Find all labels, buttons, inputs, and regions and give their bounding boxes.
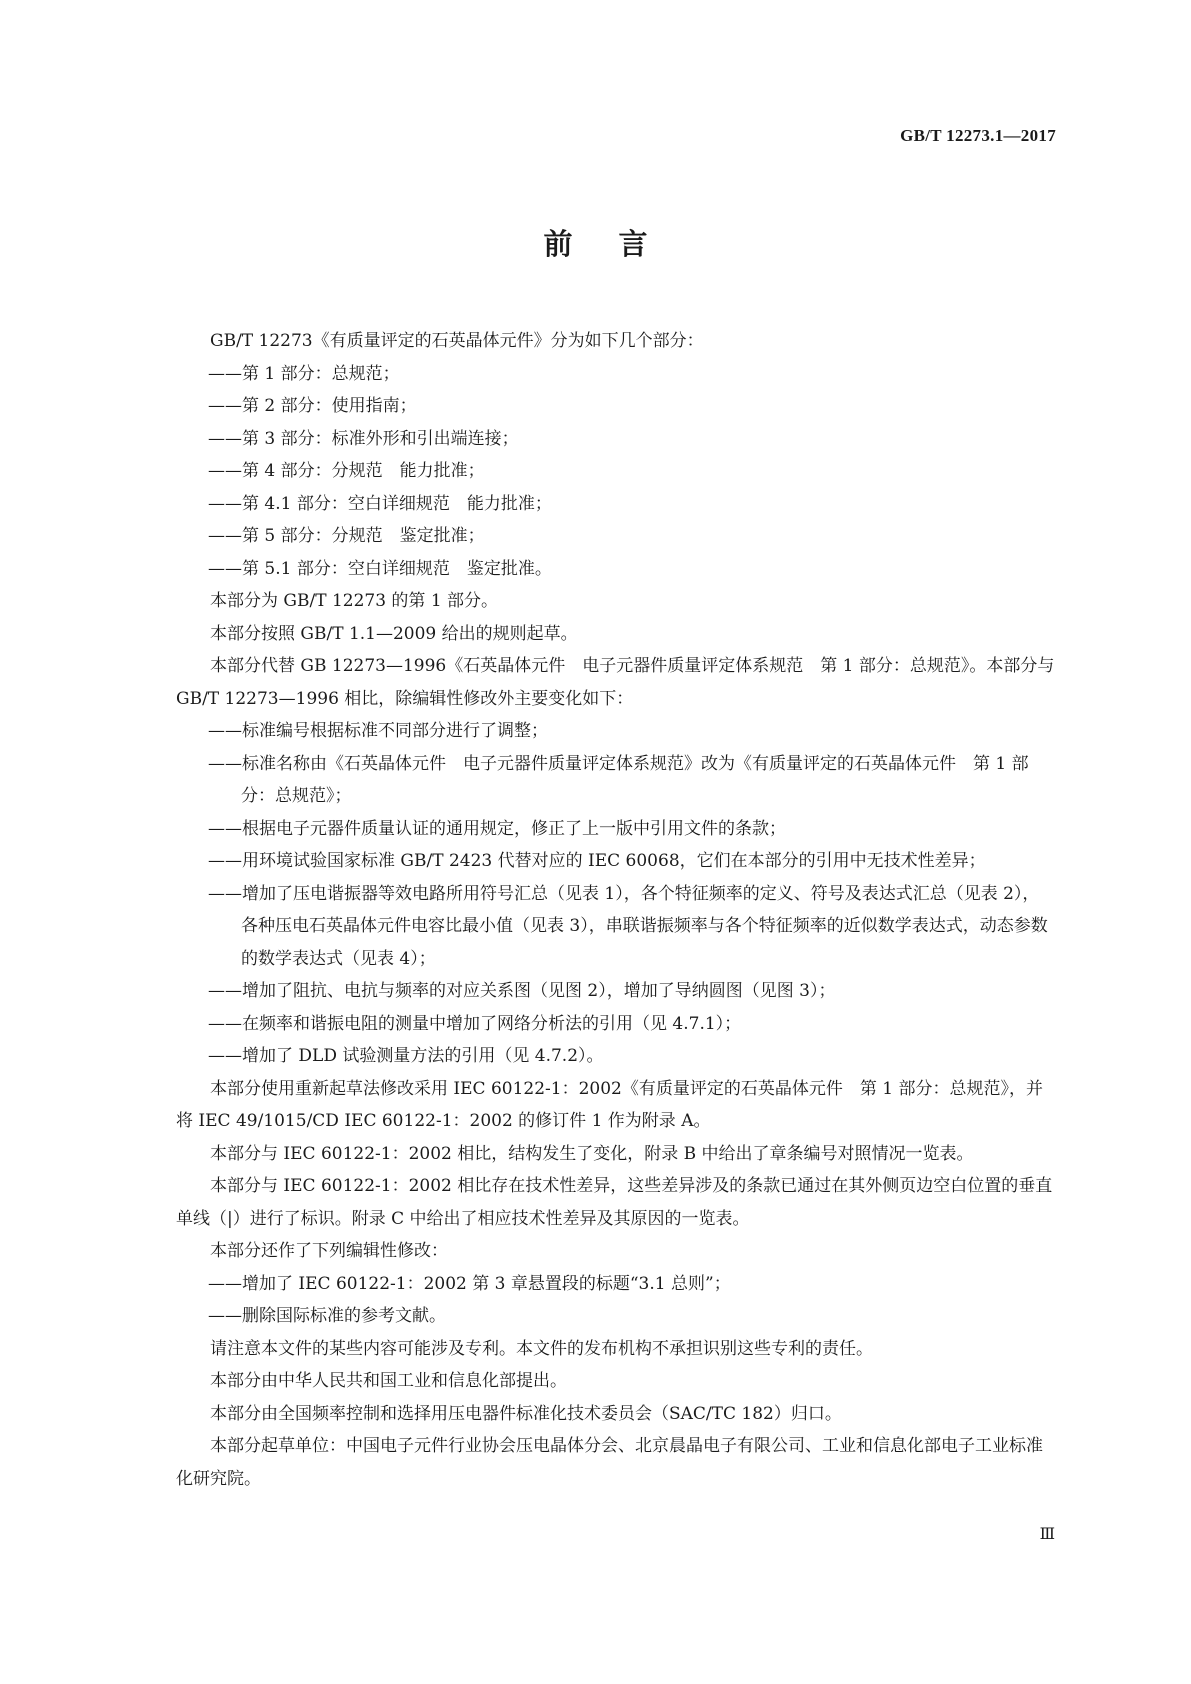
part-item-3: ——第 3 部分：标准外形和引出端连接；	[208, 428, 519, 449]
editorial-item-2: ——删除国际标准的参考文献。	[208, 1306, 446, 1326]
editorial-item-1: ——增加了 IEC 60122-1：2002 第 3 章悬置段的标题“3.1 总则”；	[208, 1273, 731, 1294]
change-item-7: ——在频率和谐振电阻的测量中增加了网络分析法的引用（见 4.7.1）；	[208, 1013, 742, 1034]
part-item-5-1: ——第 5.1 部分：空白详细规范 鉴定批准。	[208, 558, 552, 579]
structure-statement: 本部分与 IEC 60122-1：2002 相比，结构发生了变化，附录 B 中给出了章条编号对照情况一览表。	[210, 1143, 974, 1164]
change-item-4: ——用环境试验国家标准 GB/T 2423 代替对应的 IEC 60068，它们在本部分的引用中无技术性差异；	[208, 851, 986, 871]
part-item-1: ——第 1 部分：总规范；	[208, 363, 400, 384]
part-item-4: ——第 4 部分：分规范 能力批准；	[208, 461, 485, 481]
page-title: 前言	[543, 227, 694, 261]
standard-number: GB/T 12273.1—2017	[900, 126, 1056, 145]
change-item-2: ——标准名称由《石英晶体元件 电子元器件质量评定体系规范》改为《有质量评定的石英晶体元件 第 1 部分：总规范》；	[208, 753, 1029, 806]
drafting-units-statement: 本部分起草单位：中国电子元件行业协会压电晶体分会、北京晨晶电子有限公司、工业和信息化部电子工业标准化研究院。	[176, 1436, 1043, 1489]
editorial-statement: 本部分还作了下列编辑性修改：	[210, 1241, 448, 1261]
drafting-rules-statement: 本部分按照 GB/T 1.1—2009 给出的规则起草。	[210, 623, 578, 644]
patent-notice: 请注意本文件的某些内容可能涉及专利。本文件的发布机构不承担识别这些专利的责任。	[210, 1338, 873, 1359]
change-item-6: ——增加了阻抗、电抗与频率的对应关系图（见图 2），增加了导纳圆图（见图 3）；	[208, 981, 836, 1001]
change-item-1: ——标准编号根据标准不同部分进行了调整；	[208, 721, 548, 741]
change-item-5: ——增加了压电谐振器等效电路所用符号汇总（见表 1），各个特征频率的定义、符号及表达式汇总（见表 2），各种压电石英晶体元件电容比最小值（见表 3），串联谐振频率与各个特征频率的近似数学表达式，动态参数的数学表达式（见表 4）；	[208, 883, 1048, 969]
part-statement: 本部分为 GB/T 12273 的第 1 部分。	[210, 591, 499, 611]
centralized-by-statement: 本部分由全国频率控制和选择用压电器件标准化技术委员会（SAC/TC 182）归口。	[210, 1403, 842, 1424]
part-item-5: ——第 5 部分：分规范 鉴定批准；	[208, 526, 485, 546]
change-item-3: ——根据电子元器件质量认证的通用规定，修正了上一版中引用文件的条款；	[208, 818, 786, 839]
part-item-4-1: ——第 4.1 部分：空白详细规范 能力批准；	[208, 493, 552, 514]
intro-paragraph: GB/T 12273《有质量评定的石英晶体元件》分为如下几个部分：	[210, 331, 704, 351]
technical-difference-statement: 本部分与 IEC 60122-1：2002 相比存在技术性差异，这些差异涉及的条款已通过在其外侧页边空白位置的垂直单线（|）进行了标识。附录 C 中给出了相应技术性差异及其原因的一览表。	[176, 1176, 1053, 1229]
proposed-by-statement: 本部分由中华人民共和国工业和信息化部提出。	[210, 1371, 567, 1391]
page-number: Ⅲ	[1039, 1526, 1056, 1543]
adoption-statement: 本部分使用重新起草法修改采用 IEC 60122-1：2002《有质量评定的石英晶体元件 第 1 部分：总规范》，并将 IEC 49/1015/CD IEC 60122-1：2002 的修订件 1 作为附录 A。	[176, 1078, 1043, 1131]
foreword-body	[176, 325, 1056, 1495]
replacement-statement: 本部分代替 GB 12273—1996《石英晶体元件 电子元器件质量评定体系规范 第 1 部分：总规范》。本部分与 GB/T 12273—1996 相比，除编辑性修改外主要变化如下：	[176, 656, 1055, 709]
part-item-2: ——第 2 部分：使用指南；	[208, 396, 417, 416]
change-item-8: ——增加了 DLD 试验测量方法的引用（见 4.7.2）。	[208, 1046, 604, 1066]
